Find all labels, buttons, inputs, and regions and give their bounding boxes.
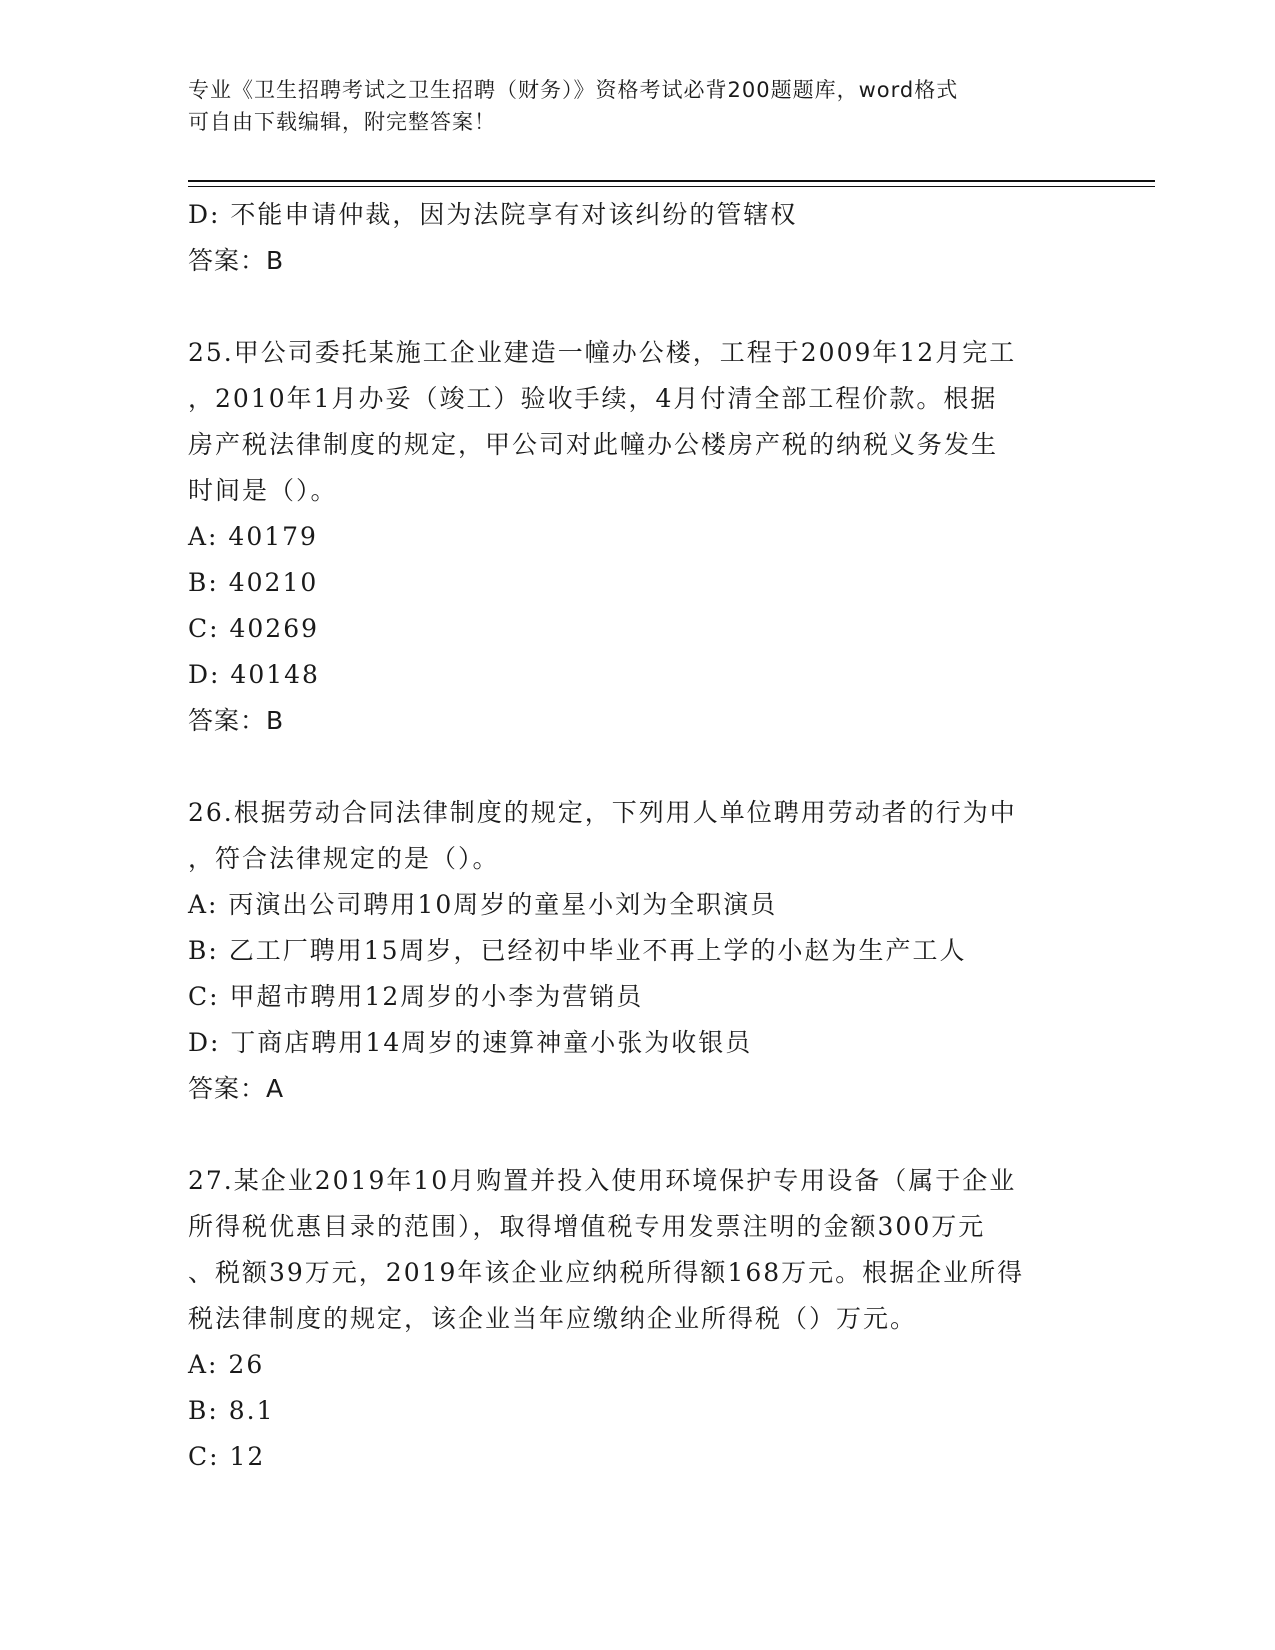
question-27: [188, 1158, 1088, 1480]
previous-question-tail: [188, 192, 1088, 284]
option-c: C: 甲超市聘用12周岁的小李为营销员: [188, 982, 644, 1011]
header-rule-thin: [188, 186, 1155, 187]
question-25: [188, 330, 1088, 744]
question-text-line: 26.根据劳动合同法律制度的规定，下列用人单位聘用劳动者的行为中: [188, 798, 1017, 827]
question-26: [188, 790, 1088, 1112]
option-b: B: 40210: [188, 568, 319, 597]
option-a: A: 26: [188, 1350, 265, 1379]
question-text-line: 房产税法律制度的规定，甲公司对此幢办公楼房产税的纳税义务发生: [188, 430, 999, 459]
document-body: [188, 192, 1088, 1480]
option-c: C: 40269: [188, 614, 320, 643]
question-text-line: 时间是（）。: [188, 476, 338, 505]
question-text-line: 所得税优惠目录的范围），取得增值税专用发票注明的金额300万元: [188, 1212, 986, 1241]
header-line-2: 可自由下载编辑，附完整答案！: [188, 110, 496, 134]
question-text-line: ，2010年1月办妥（竣工）验收手续，4月付清全部工程价款。根据: [188, 384, 998, 413]
option-d: D: 不能申请仲裁，因为法院享有对该纠纷的管辖权: [188, 200, 798, 229]
question-text-line: 税法律制度的规定，该企业当年应缴纳企业所得税（）万元。: [188, 1304, 918, 1333]
answer: 答案：B: [188, 706, 285, 735]
answer: 答案：A: [188, 1074, 285, 1103]
option-d: D: 40148: [188, 660, 320, 689]
option-c: C: 12: [188, 1442, 266, 1471]
option-a: A: 40179: [188, 522, 318, 551]
question-text-line: 25.甲公司委托某施工企业建造一幢办公楼，工程于2009年12月完工: [188, 338, 1017, 367]
header-rule-thick: [188, 180, 1155, 182]
option-d: D: 丁商店聘用14周岁的速算神童小张为收银员: [188, 1028, 753, 1057]
header-line-1: 专业《卫生招聘考试之卫生招聘（财务）》资格考试必背200题题库，word格式: [188, 78, 959, 102]
option-b: B: 乙工厂聘用15周岁，已经初中毕业不再上学的小赵为生产工人: [188, 936, 967, 965]
option-a: A: 丙演出公司聘用10周岁的童星小刘为全职演员: [188, 890, 778, 919]
option-b: B: 8.1: [188, 1396, 275, 1425]
question-text-line: ，符合法律规定的是（）。: [188, 844, 500, 873]
document-header: [188, 74, 1068, 138]
question-text-line: 27.某企业2019年10月购置并投入使用环境保护专用设备（属于企业: [188, 1166, 1017, 1195]
answer: 答案：B: [188, 246, 285, 275]
question-text-line: 、税额39万元，2019年该企业应纳税所得额168万元。根据企业所得: [188, 1258, 1025, 1287]
